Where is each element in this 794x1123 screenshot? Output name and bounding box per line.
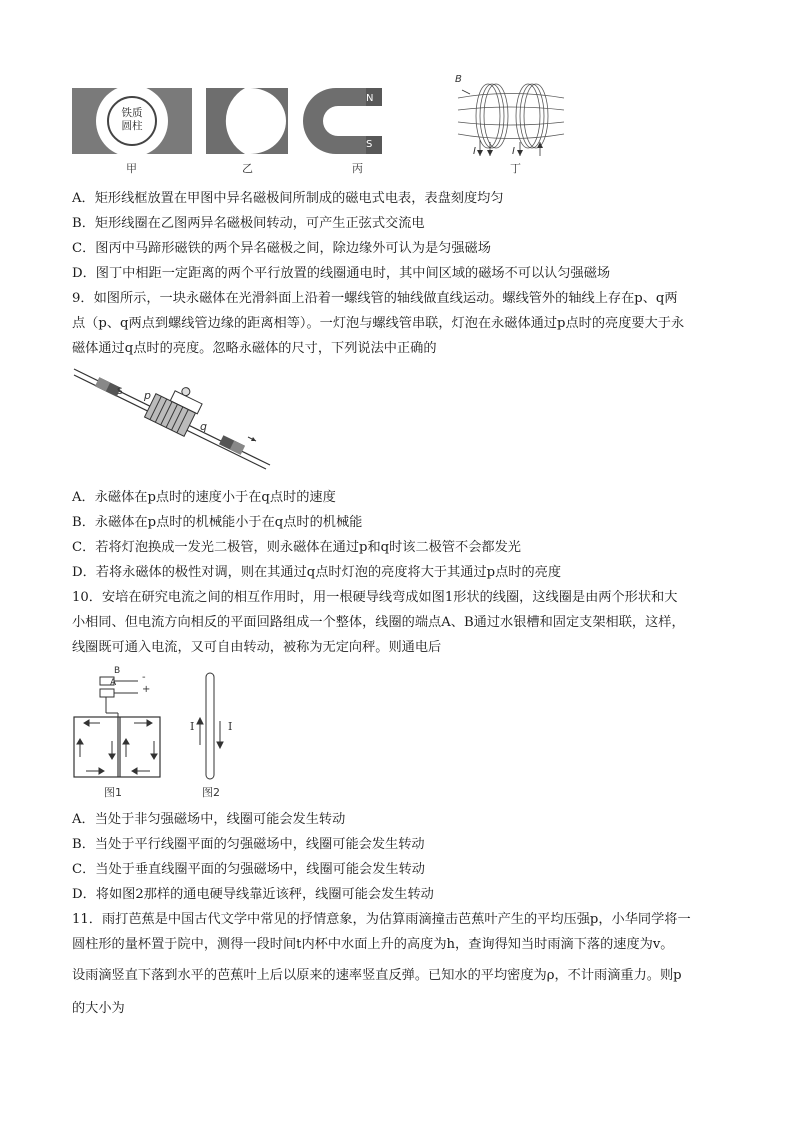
caption-yi: 乙 — [242, 162, 253, 175]
q9-option-c: C．若将灯泡换成一发光二极管，则永磁体在通过p和q时该二极管不会都发光 — [72, 540, 521, 555]
q11-stem-line2: 圆柱形的量杯置于院中，测得一段时间t内杯中水面上升的高度为h，查询得知当时雨滴下落的速度为v。 — [72, 937, 674, 952]
caption-jia: 甲 — [126, 162, 137, 175]
astatic-balance-figure — [70, 665, 250, 785]
ding-arrowheads — [477, 142, 543, 156]
pole-n-label: N — [366, 93, 374, 104]
q8-option-a: A．矩形线框放置在甲图中异名磁极间所制成的磁电式电表，表盘刻度均匀 — [72, 191, 504, 206]
caption-bing: 丙 — [352, 162, 363, 175]
q9-option-d: D．若将永磁体的极性对调，则在其通过q点时灯泡的亮度将大于其通过p点时的亮度 — [72, 565, 562, 580]
q8-option-b: B．矩形线圈在乙图两异名磁极间转动，可产生正弦式交流电 — [72, 216, 425, 231]
q10-label-i-right: I — [228, 720, 233, 733]
fig2-caption: 图2 — [202, 786, 220, 799]
q10-label-minus: - — [142, 672, 146, 683]
b-field-label: B — [455, 74, 462, 85]
q9-stem-line3: 磁体通过q点时的亮度。忽略永磁体的尺寸，下列说法中正确的 — [72, 341, 437, 356]
solenoid-incline-figure — [70, 365, 280, 475]
q10-label-plus: + — [142, 684, 151, 695]
q10-label-a: A — [110, 678, 117, 688]
q10-label-i-left: I — [190, 720, 195, 733]
q10-option-d: D．将如图2那样的通电硬导线靠近该秤，线圈可能会发生转动 — [72, 887, 434, 902]
q10-option-b: B．当处于平行线圈平面的匀强磁场中，线圈可能会发生转动 — [72, 837, 425, 852]
q10-option-c: C．当处于垂直线圈平面的匀强磁场中，线圈可能会发生转动 — [72, 862, 425, 877]
q9-label-s: S — [117, 387, 123, 397]
q10-stem-line1: 10．安培在研究电流之间的相互作用时，用一根硬导线弯成如图1形状的线圈，这线圈是由两个形状和大 — [72, 590, 678, 605]
q11-stem-line4: 的大小为 — [72, 1001, 125, 1016]
fig1-caption: 图1 — [104, 786, 122, 799]
panel-yi — [206, 88, 288, 154]
core-label: 铁质 圆柱 — [121, 107, 143, 132]
pole-s-label: S — [366, 139, 373, 150]
q9-option-b: B．永磁体在p点时的机械能小于在q点时的机械能 — [72, 515, 363, 530]
q11-stem-line3: 设雨滴竖直下落到水平的芭蕉叶上后以原来的速率竖直反弹。已知水的平均密度为ρ，不计雨滴重力。则p — [72, 968, 682, 983]
q10-stem-line2: 小相同、但电流方向相反的平面回路组成一个整体，线圈的端点A、B通过水银槽和固定支架相联，这样， — [72, 615, 685, 630]
q9-option-a: A．永磁体在p点时的速度小于在q点时的速度 — [72, 490, 336, 505]
q9-stem-line2: 点（p、q两点到螺线管边缘的距离相等）。一灯泡与螺线管串联，灯泡在永磁体通过p点时的亮度要大于永 — [72, 316, 685, 331]
q9-label-q: q — [200, 420, 207, 433]
q10-stem-line3: 线圈既可通入电流，又可自由转动，被称为无定向秤。则通电后 — [72, 640, 442, 655]
q8-option-c: C．图丙中马蹄形磁铁的两个异名磁极之间，除边缘外可认为是匀强磁场 — [72, 241, 491, 256]
q11-stem-line1: 11．雨打芭蕉是中国古代文学中常见的抒情意象，为估算雨滴撞击芭蕉叶产生的平均压强p，小华同学将一 — [72, 912, 691, 927]
caption-ding: 丁 — [510, 162, 521, 175]
q9-label-p: p — [144, 389, 151, 402]
q10-option-a: A．当处于非匀强磁场中，线圈可能会发生转动 — [72, 812, 346, 827]
current-label-right: I — [512, 146, 515, 157]
q8-option-d: D．图丁中相距一定距离的两个平行放置的线圈通电时，其中间区域的磁场不可以认匀强磁场 — [72, 266, 611, 281]
q10-label-b: B — [114, 666, 121, 676]
q9-stem-line1: 9．如图所示，一块永磁体在光滑斜面上沿着一螺线管的轴线做直线运动。螺线管外的轴线上存在p、q两 — [72, 291, 678, 306]
current-label-left: I — [473, 146, 476, 157]
